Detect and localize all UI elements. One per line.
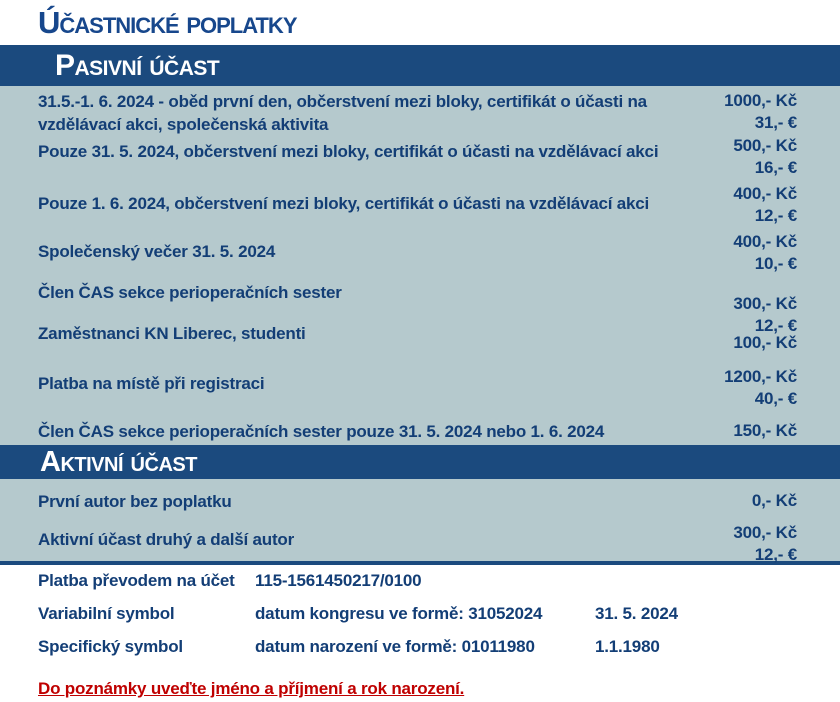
fee-price-czk: 1000,- Kč bbox=[724, 91, 797, 110]
fee-price-czk: 100,- Kč bbox=[733, 333, 797, 352]
payment-info bbox=[0, 565, 840, 699]
payment-detail: datum narození ve formě: 01011980 bbox=[255, 637, 535, 656]
payment-label: Variabilní symbol bbox=[38, 604, 175, 623]
fee-price-eur: 12,- € bbox=[754, 316, 797, 335]
payment-note: Do poznámky uveďte jméno a příjmení a rok narození. bbox=[38, 679, 465, 698]
fee-price-czk: 400,- Kč bbox=[733, 184, 797, 203]
section-header-aktivni-ucast bbox=[0, 445, 840, 479]
fee-price-eur: 40,- € bbox=[754, 389, 797, 408]
account-number: 115-1561450217/0100 bbox=[255, 571, 422, 590]
payment-row-account bbox=[38, 571, 840, 604]
section-title-pasivni: Pasivní účast bbox=[55, 49, 220, 82]
payment-detail: datum kongresu ve formě: 31052024 bbox=[255, 604, 543, 623]
fee-row bbox=[38, 90, 797, 140]
fee-label: Pouze 31. 5. 2024, občerstvení mezi bloky, certifikát o účasti na vzdělávací akci bbox=[38, 142, 659, 161]
fee-prices bbox=[724, 90, 797, 134]
fee-label: Pouze 1. 6. 2024, občerstvení mezi bloky, certifikát o účasti na vzdělávací akci bbox=[38, 194, 650, 213]
fee-price-eur: 10,- € bbox=[754, 254, 797, 273]
payment-row-variable-symbol bbox=[38, 604, 840, 637]
fee-label: Člen ČAS sekce perioperačních sester bbox=[38, 283, 342, 302]
payment-label: Platba převodem na účet bbox=[38, 571, 235, 590]
fee-prices bbox=[733, 231, 797, 275]
payment-label: Specifický symbol bbox=[38, 637, 183, 656]
payment-example: 1.1.1980 bbox=[595, 637, 660, 656]
fee-row bbox=[38, 523, 797, 564]
fee-price-eur: 16,- € bbox=[754, 158, 797, 177]
fee-price-eur: 31,- € bbox=[754, 113, 797, 132]
fee-price-czk: 150,- Kč bbox=[733, 421, 797, 440]
fee-label: Zaměstnanci KN Liberec, studenti bbox=[38, 324, 306, 343]
fee-label: Platba na místě při registraci bbox=[38, 374, 265, 393]
fee-label: Aktivní účast druhý a další autor bbox=[38, 530, 295, 549]
fee-price-eur: 12,- € bbox=[754, 206, 797, 225]
fee-price-czk: 300,- Kč bbox=[733, 523, 797, 542]
fee-prices bbox=[733, 522, 797, 566]
payment-example: 31. 5. 2024 bbox=[595, 604, 678, 623]
section-title-aktivni: Aktivní účast bbox=[40, 446, 197, 478]
fee-prices bbox=[733, 183, 797, 227]
fee-row bbox=[38, 490, 797, 528]
fee-prices bbox=[733, 332, 797, 354]
fee-prices bbox=[733, 293, 797, 337]
fee-label: Společenský večer 31. 5. 2024 bbox=[38, 242, 276, 261]
payment-row-specific-symbol bbox=[38, 637, 840, 670]
fee-label: Člen ČAS sekce perioperačních sester pouze 31. 5. 2024 nebo 1. 6. 2024 bbox=[38, 422, 605, 441]
fee-prices bbox=[752, 490, 797, 512]
fee-label: První autor bez poplatku bbox=[38, 492, 232, 511]
section-header-pasivni-ucast bbox=[0, 45, 840, 86]
fee-price-eur: 12,- € bbox=[754, 545, 797, 564]
fee-row bbox=[38, 136, 797, 192]
fee-row bbox=[38, 367, 797, 420]
fee-row bbox=[38, 184, 797, 240]
fee-row bbox=[38, 232, 797, 281]
fee-prices bbox=[733, 135, 797, 179]
title-area bbox=[0, 0, 840, 45]
fee-price-czk: 0,- Kč bbox=[751, 491, 797, 510]
fee-prices bbox=[724, 366, 797, 410]
pasivni-ucast-table bbox=[0, 86, 840, 445]
fee-price-czk: 300,- Kč bbox=[733, 294, 797, 313]
fee-row bbox=[38, 322, 797, 372]
fee-prices bbox=[733, 420, 797, 442]
fee-label: 31.5.-1. 6. 2024 - oběd první den, občerstvení mezi bloky, certifikát o účasti na vzdělávací akci, společenská aktivita bbox=[38, 92, 647, 134]
fee-price-czk: 400,- Kč bbox=[733, 232, 797, 251]
aktivni-ucast-table bbox=[0, 479, 840, 565]
page-title: Účastnické poplatky bbox=[38, 5, 297, 40]
fee-price-czk: 1200,- Kč bbox=[724, 367, 797, 386]
fee-price-czk: 500,- Kč bbox=[733, 136, 797, 155]
